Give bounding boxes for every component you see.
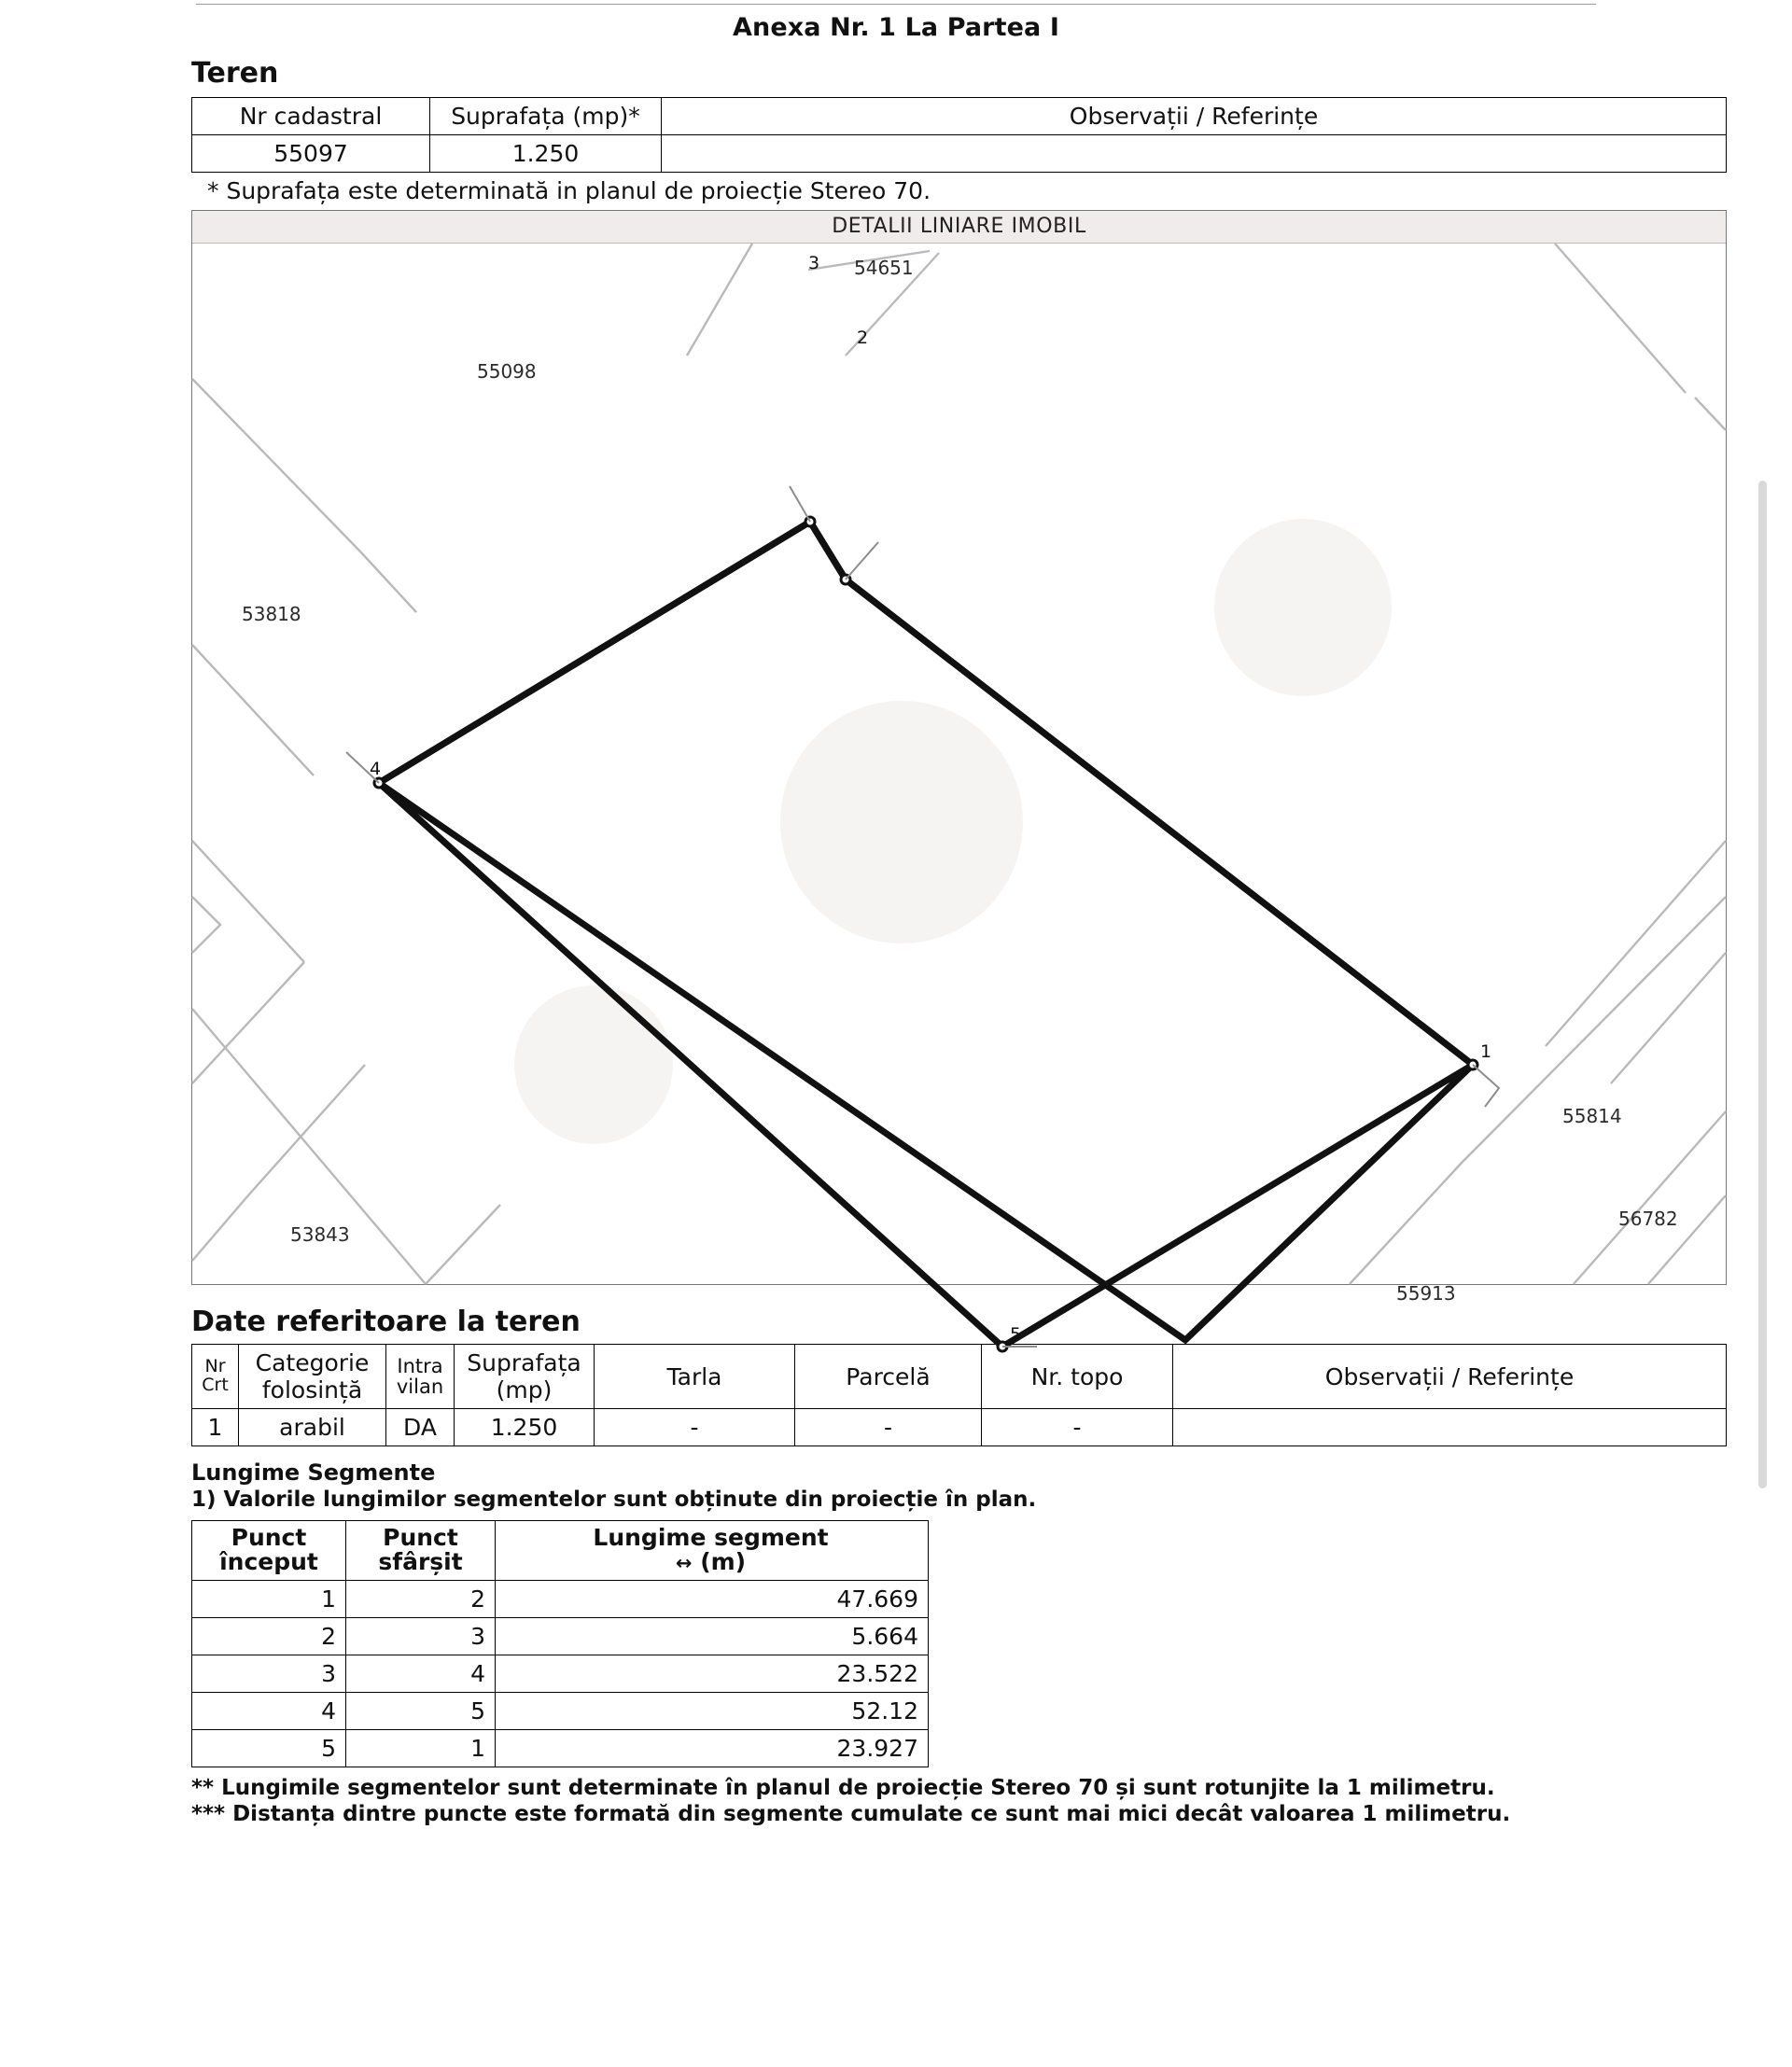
col-suprafata-line1: Suprafața xyxy=(467,1349,581,1376)
map-point-2: 2 xyxy=(857,328,869,348)
cell-end: 4 xyxy=(346,1655,496,1692)
date-teren-table xyxy=(191,1344,1727,1446)
col-intravilan-line1: Intra xyxy=(397,1354,443,1377)
map-point-5: 5 xyxy=(1010,1324,1022,1345)
map-label-55913: 55913 xyxy=(1396,1282,1456,1305)
table-row xyxy=(192,1655,929,1692)
map-label-53843: 53843 xyxy=(290,1223,350,1246)
teren-table xyxy=(191,97,1727,173)
table-row xyxy=(192,1409,1727,1446)
date-teren-heading: Date referitoare la teren xyxy=(191,1306,581,1338)
col-suprafata-line2: (mp) xyxy=(496,1376,553,1404)
map-panel-header: DETALII LINIARE IMOBIL xyxy=(192,210,1726,244)
cell-length: 47.669 xyxy=(496,1580,929,1617)
col-punct-sfarsit-line1: Punct xyxy=(383,1524,458,1551)
table-row xyxy=(192,1617,929,1655)
table-header-row xyxy=(192,98,1727,135)
cell-tarla: - xyxy=(595,1409,795,1446)
segments-heading: Lungime Segmente xyxy=(191,1459,436,1486)
cell-length: 5.664 xyxy=(496,1617,929,1655)
map-point-1: 1 xyxy=(1480,1041,1492,1062)
cell-start: 1 xyxy=(192,1580,346,1617)
cell-nr-topo: - xyxy=(982,1409,1173,1446)
cell-length: 23.522 xyxy=(496,1655,929,1692)
col-punct-sfarsit xyxy=(346,1521,496,1581)
col-parcela: Parcelă xyxy=(795,1345,982,1409)
col-punct-inceput xyxy=(192,1521,346,1581)
cell-start: 5 xyxy=(192,1729,346,1767)
col-lungime-line2 xyxy=(503,1550,918,1574)
cell-observatii xyxy=(1173,1409,1727,1446)
col-lungime-line1: Lungime segment xyxy=(593,1524,829,1551)
segments-subheading: 1) Valorile lungimilor segmentelor sunt obținute din proiecție în plan. xyxy=(191,1487,1037,1512)
map-drawing xyxy=(192,244,1726,1284)
col-categorie xyxy=(239,1345,386,1409)
map-label-53818: 53818 xyxy=(242,603,301,625)
col-nr-cadastral: Nr cadastral xyxy=(192,98,430,135)
cell-start: 3 xyxy=(192,1655,346,1692)
col-lungime-unit: (m) xyxy=(700,1548,747,1576)
table-header-row xyxy=(192,1521,929,1581)
map-point-3: 3 xyxy=(808,253,820,273)
col-punct-inceput-line2: început xyxy=(219,1548,318,1576)
col-observatii: Observații / Referințe xyxy=(662,98,1727,135)
table-row xyxy=(192,1580,929,1617)
col-punct-inceput-line1: Punct xyxy=(231,1524,307,1551)
double-arrow-icon: ↔ xyxy=(675,1552,693,1575)
footnote-2: *** Distanța dintre puncte este formată din segmente cumulate ce sunt mai mici decât valoarea 1 milimetru. xyxy=(191,1802,1511,1827)
cell-nr-cadastral: 55097 xyxy=(192,135,430,173)
segments-table xyxy=(191,1520,929,1767)
col-nr-topo: Nr. topo xyxy=(982,1345,1173,1409)
cell-end: 2 xyxy=(346,1580,496,1617)
col-punct-sfarsit-line2: sfârșit xyxy=(378,1548,463,1576)
cell-end: 1 xyxy=(346,1729,496,1767)
map-label-56782: 56782 xyxy=(1618,1208,1678,1230)
cell-suprafata: 1.250 xyxy=(430,135,662,173)
table-row xyxy=(192,1692,929,1729)
col-nr-crt-line1: Nr xyxy=(204,1356,226,1377)
cell-length: 52.12 xyxy=(496,1692,929,1729)
cell-length: 23.927 xyxy=(496,1729,929,1767)
page-top-divider xyxy=(196,4,1596,5)
col-observatii: Observații / Referințe xyxy=(1173,1345,1727,1409)
col-lungime-segment xyxy=(496,1521,929,1581)
cell-observatii xyxy=(662,135,1727,173)
col-tarla: Tarla xyxy=(595,1345,795,1409)
col-suprafata: Suprafața (mp)* xyxy=(430,98,662,135)
table-row xyxy=(192,135,1727,173)
cell-end: 5 xyxy=(346,1692,496,1729)
map-point-4: 4 xyxy=(370,759,382,779)
page-title: Anexa Nr. 1 La Partea I xyxy=(733,13,1059,42)
cell-categorie: arabil xyxy=(239,1409,386,1446)
footnote-1: ** Lungimile segmentelor sunt determinate în planul de proiecție Stereo 70 și sunt rotunjite la 1 milimetru. xyxy=(191,1775,1495,1800)
col-categorie-line1: Categorie xyxy=(255,1349,370,1376)
cell-start: 2 xyxy=(192,1617,346,1655)
map-label-54651: 54651 xyxy=(854,257,914,279)
vertical-scrollbar[interactable] xyxy=(1758,481,1767,1488)
cell-intravilan: DA xyxy=(386,1409,455,1446)
cell-nr-crt: 1 xyxy=(192,1409,239,1446)
map-label-55814: 55814 xyxy=(1562,1105,1622,1127)
cell-start: 4 xyxy=(192,1692,346,1729)
table-header-row xyxy=(192,1345,1727,1409)
teren-section-heading: Teren xyxy=(191,57,279,90)
col-nr-crt-line2: Crt xyxy=(202,1375,229,1395)
col-nr-crt xyxy=(192,1345,239,1409)
table-row xyxy=(192,1729,929,1767)
map-label-55098: 55098 xyxy=(477,360,537,383)
col-suprafata xyxy=(455,1345,595,1409)
col-intravilan-line2: vilan xyxy=(396,1376,444,1398)
col-intravilan xyxy=(386,1345,455,1409)
col-categorie-line2: folosință xyxy=(261,1376,363,1404)
cell-suprafata: 1.250 xyxy=(455,1409,595,1446)
cell-end: 3 xyxy=(346,1617,496,1655)
teren-note: * Suprafața este determinată in planul de proiecție Stereo 70. xyxy=(207,177,931,204)
cell-parcela: - xyxy=(795,1409,982,1446)
